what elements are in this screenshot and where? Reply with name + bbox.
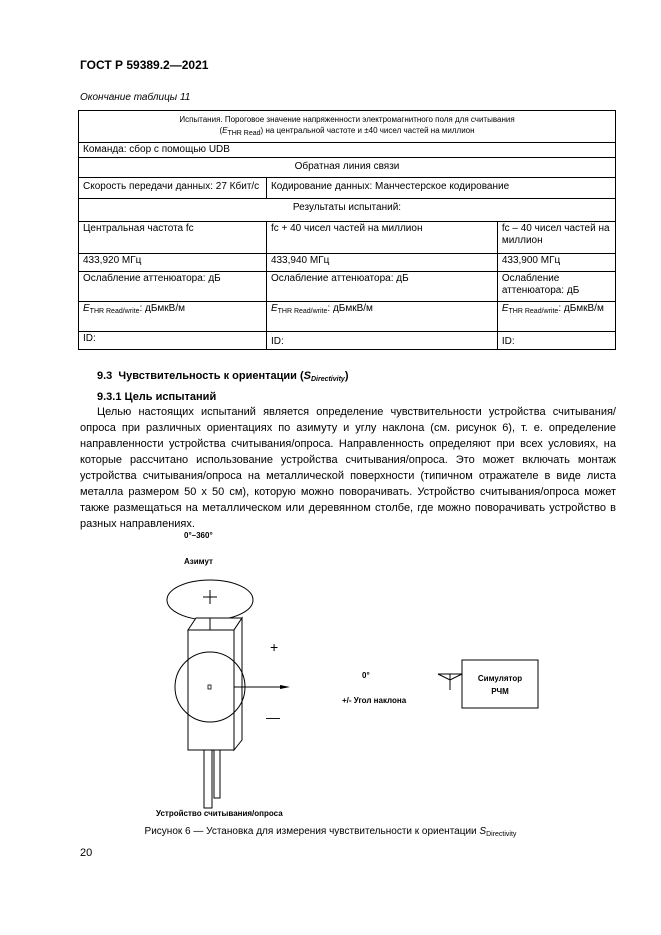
- atten-center: Ослабление аттенюатора: дБ: [79, 272, 267, 302]
- section-9-3-heading: 9.3 Чувствительность к ориентации $(S_{Directivity})$: [97, 370, 349, 383]
- command-cell: Команда: сбор с помощью UDB: [79, 143, 616, 158]
- minus-sign: —: [266, 709, 280, 725]
- azimuth-label: Азимут: [184, 557, 213, 566]
- plus-sign: +: [270, 639, 279, 655]
- col-header-center: Центральная частота fc: [79, 222, 267, 254]
- coding-cell: Кодирование данных: Манчестерское кодирование: [266, 178, 615, 199]
- freq-plus40: 433,940 МГц: [266, 254, 497, 272]
- body-paragraph: Целью настоящих испытаний является определение чувствительности устройства считывания/опроса при различных ориентациях по азимуту и углу наклона (см. рисунок 6), т. е. определение направленности устройства считывания/опроса. Направленность определяют при всех условиях, на которые рассчитано использование устройства считывания/опроса. Это может включать монтаж устройства считывания/опроса на металлической поверхности (типичном отражателе в виде листа металла размером 50 х 50 см), которую можно поворачивать. Устройство считывания/опроса может также размещаться на металлическом или деревянном столбе, где можно поворачивать устройство в разных направлениях.: [80, 406, 616, 530]
- tilt-label: +/- Угол наклона: [342, 696, 407, 705]
- angle-range-label: 0°–360°: [184, 531, 213, 540]
- mounting-pole-left: [204, 750, 212, 808]
- table-title-line2: на центральной частоте и ±40 чисел частей на миллион: [263, 126, 475, 135]
- figure-6-diagram: [120, 520, 560, 820]
- rf-simulator-label-line2: РЧМ: [491, 687, 509, 696]
- section-9-3-1-heading: 9.3.1 Цель испытаний: [97, 391, 217, 403]
- atten-plus40: Ослабление аттенюатора: дБ: [266, 272, 497, 302]
- zero-degree-label: 0°: [362, 671, 370, 680]
- tilt-axis-arrow: [280, 685, 290, 689]
- reader-box-side: [234, 618, 242, 750]
- page-number: 20: [80, 847, 93, 859]
- freq-minus40: 433,900 МГц: [497, 254, 615, 272]
- e-thr-minus40: $E_{THR Read/write}$: дБмкВ/м: [497, 302, 615, 332]
- id-plus40: ID:: [266, 332, 497, 350]
- atten-minus40: Ослабление аттенюатора: дБ: [497, 272, 615, 302]
- col-header-minus40: fc – 40 чисел частей на миллион: [497, 222, 615, 254]
- reader-box-front: [188, 630, 234, 750]
- reader-box-top: [188, 618, 242, 630]
- table-title-row: Испытания. Пороговое значение напряженности электромагнитного поля для считывания $(E_{THR Read})$ на центральной частоте и ±40 чисел частей на миллион: [79, 111, 616, 143]
- col-header-plus40: fc + 40 чисел частей на миллион: [266, 222, 497, 254]
- table-title-line1: Испытания. Пороговое значение напряженности электромагнитного поля для считывания: [179, 115, 515, 124]
- freq-center: 433,920 МГц: [79, 254, 267, 272]
- figure-caption: Рисунок 6 — Установка для измерения чувствительности к ориентации $S_{Directivity}$: [144, 826, 517, 838]
- device-label: Устройство считывания/опроса: [156, 809, 283, 818]
- table-caption: Окончание таблицы 11: [80, 92, 191, 103]
- id-center: ID:: [79, 332, 267, 350]
- mounting-pole-right: [214, 750, 220, 798]
- id-minus40: ID:: [497, 332, 615, 350]
- document-code: ГОСТ Р 59389.2—2021: [80, 58, 209, 72]
- rf-simulator-label-line1: Симулятор: [477, 674, 523, 683]
- e-thr-plus40: $E_{THR Read/write}$: дБмкВ/м: [266, 302, 497, 332]
- results-cell: Результаты испытаний:: [79, 199, 616, 222]
- e-thr-center: $E_{THR Read/write}$: дБмкВ/м: [79, 302, 267, 332]
- data-rate-cell: Скорость передачи данных: 27 Кбит/с: [79, 178, 267, 199]
- rf-simulator-box: [462, 660, 538, 708]
- reverse-link-cell: Обратная линия связи: [79, 158, 616, 178]
- test-table: [78, 110, 616, 350]
